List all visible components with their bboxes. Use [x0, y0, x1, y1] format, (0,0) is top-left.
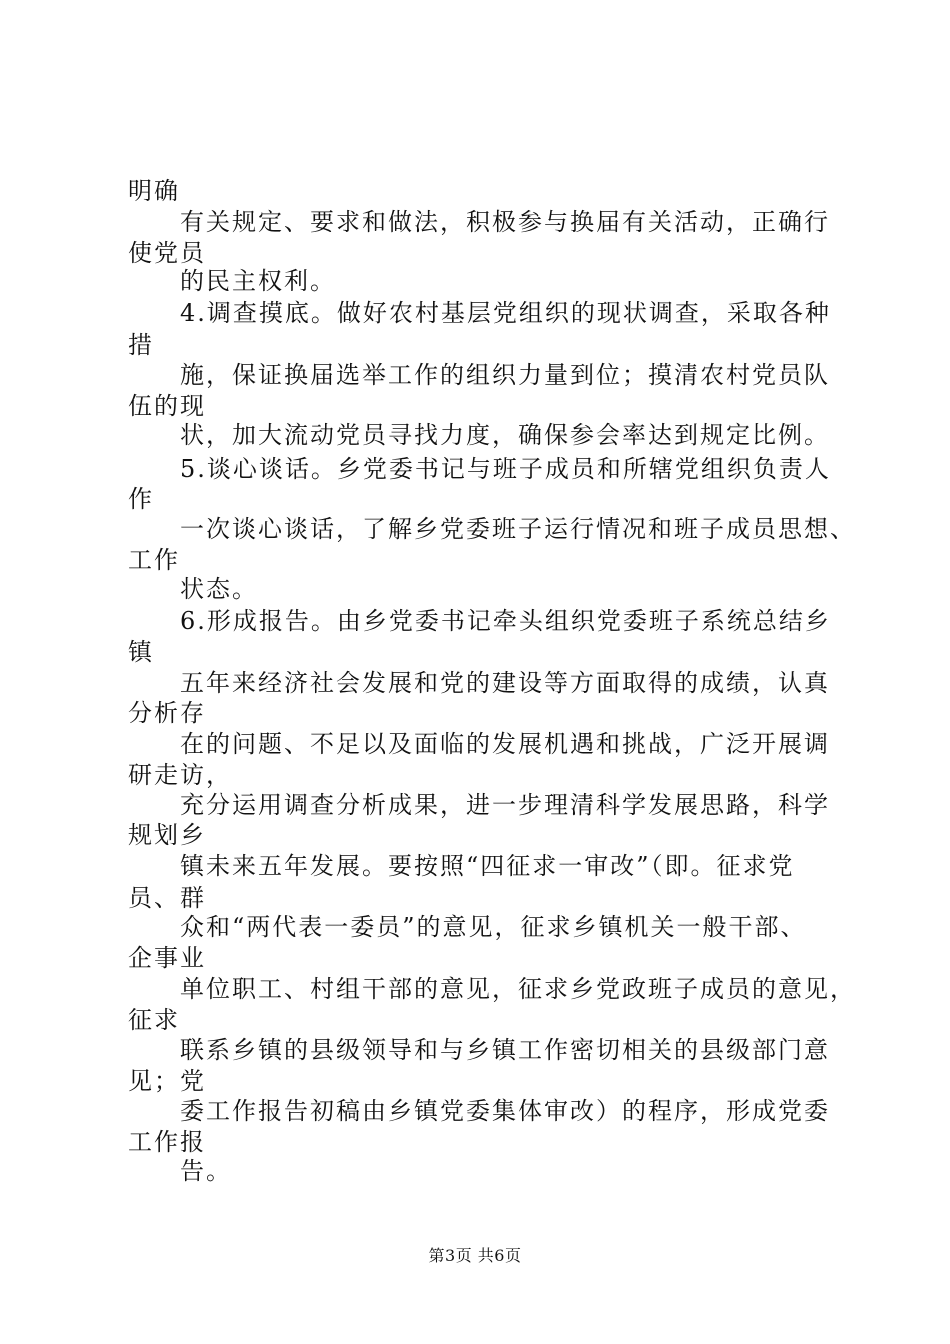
text-line: 镇未来五年发展。要按照“四征求一审改”（即。征求党: [180, 852, 795, 880]
text-line: 告。: [180, 1157, 232, 1185]
page-number-footer: 第3页 共6页: [428, 1246, 522, 1265]
text-line: 施，保证换届选举工作的组织力量到位；摸清农村党员队: [180, 361, 830, 389]
text-line: 4.调查摸底。做好农村基层党组织的现状调查，采取各种: [180, 299, 831, 327]
text-line: 措: [128, 331, 154, 359]
text-line: 使党员: [128, 239, 206, 267]
text-line: 作: [128, 485, 154, 513]
text-line: 征求: [128, 1006, 180, 1034]
text-line: 委工作报告初稿由乡镇党委集体审改）的程序，形成党委: [180, 1097, 830, 1125]
text-line: 研走访，: [128, 761, 232, 789]
text-line: 工作: [128, 546, 180, 574]
text-line: 工作报: [128, 1128, 206, 1156]
text-line: 6.形成报告。由乡党委书记牵头组织党委班子系统总结乡: [180, 607, 831, 635]
text-line: 规划乡: [128, 821, 206, 849]
text-line: 的民主权利。: [180, 267, 336, 295]
text-line: 镇: [128, 638, 154, 666]
text-line: 企事业: [128, 944, 206, 972]
text-line: 单位职工、村组干部的意见，征求乡党政班子成员的意见，: [180, 975, 856, 1003]
text-line: 明确: [128, 177, 180, 205]
text-line: 员、群: [128, 884, 206, 912]
text-line: 状，加大流动党员寻找力度，确保参会率达到规定比例。: [180, 421, 830, 449]
text-line: 一次谈心谈话，了解乡党委班子运行情况和班子成员思想、: [180, 515, 856, 543]
text-line: 见；党: [128, 1067, 206, 1095]
text-line: 在的问题、不足以及面临的发展机遇和挑战，广泛开展调: [180, 730, 830, 758]
text-line: 众和“两代表一委员”的意见，征求乡镇机关一般干部、: [180, 913, 807, 941]
text-line: 有关规定、要求和做法，积极参与换届有关活动，正确行: [180, 208, 830, 236]
text-line: 5.谈心谈话。乡党委书记与班子成员和所辖党组织负责人: [180, 455, 831, 483]
text-line: 伍的现: [128, 392, 206, 420]
text-line: 分析存: [128, 699, 206, 727]
text-line: 联系乡镇的县级领导和与乡镇工作密切相关的县级部门意: [180, 1036, 830, 1064]
text-line: 充分运用调查分析成果，进一步理清科学发展思路，科学: [180, 791, 830, 819]
text-line: 状态。: [180, 575, 258, 603]
text-line: 五年来经济社会发展和党的建设等方面取得的成绩，认真: [180, 669, 830, 697]
